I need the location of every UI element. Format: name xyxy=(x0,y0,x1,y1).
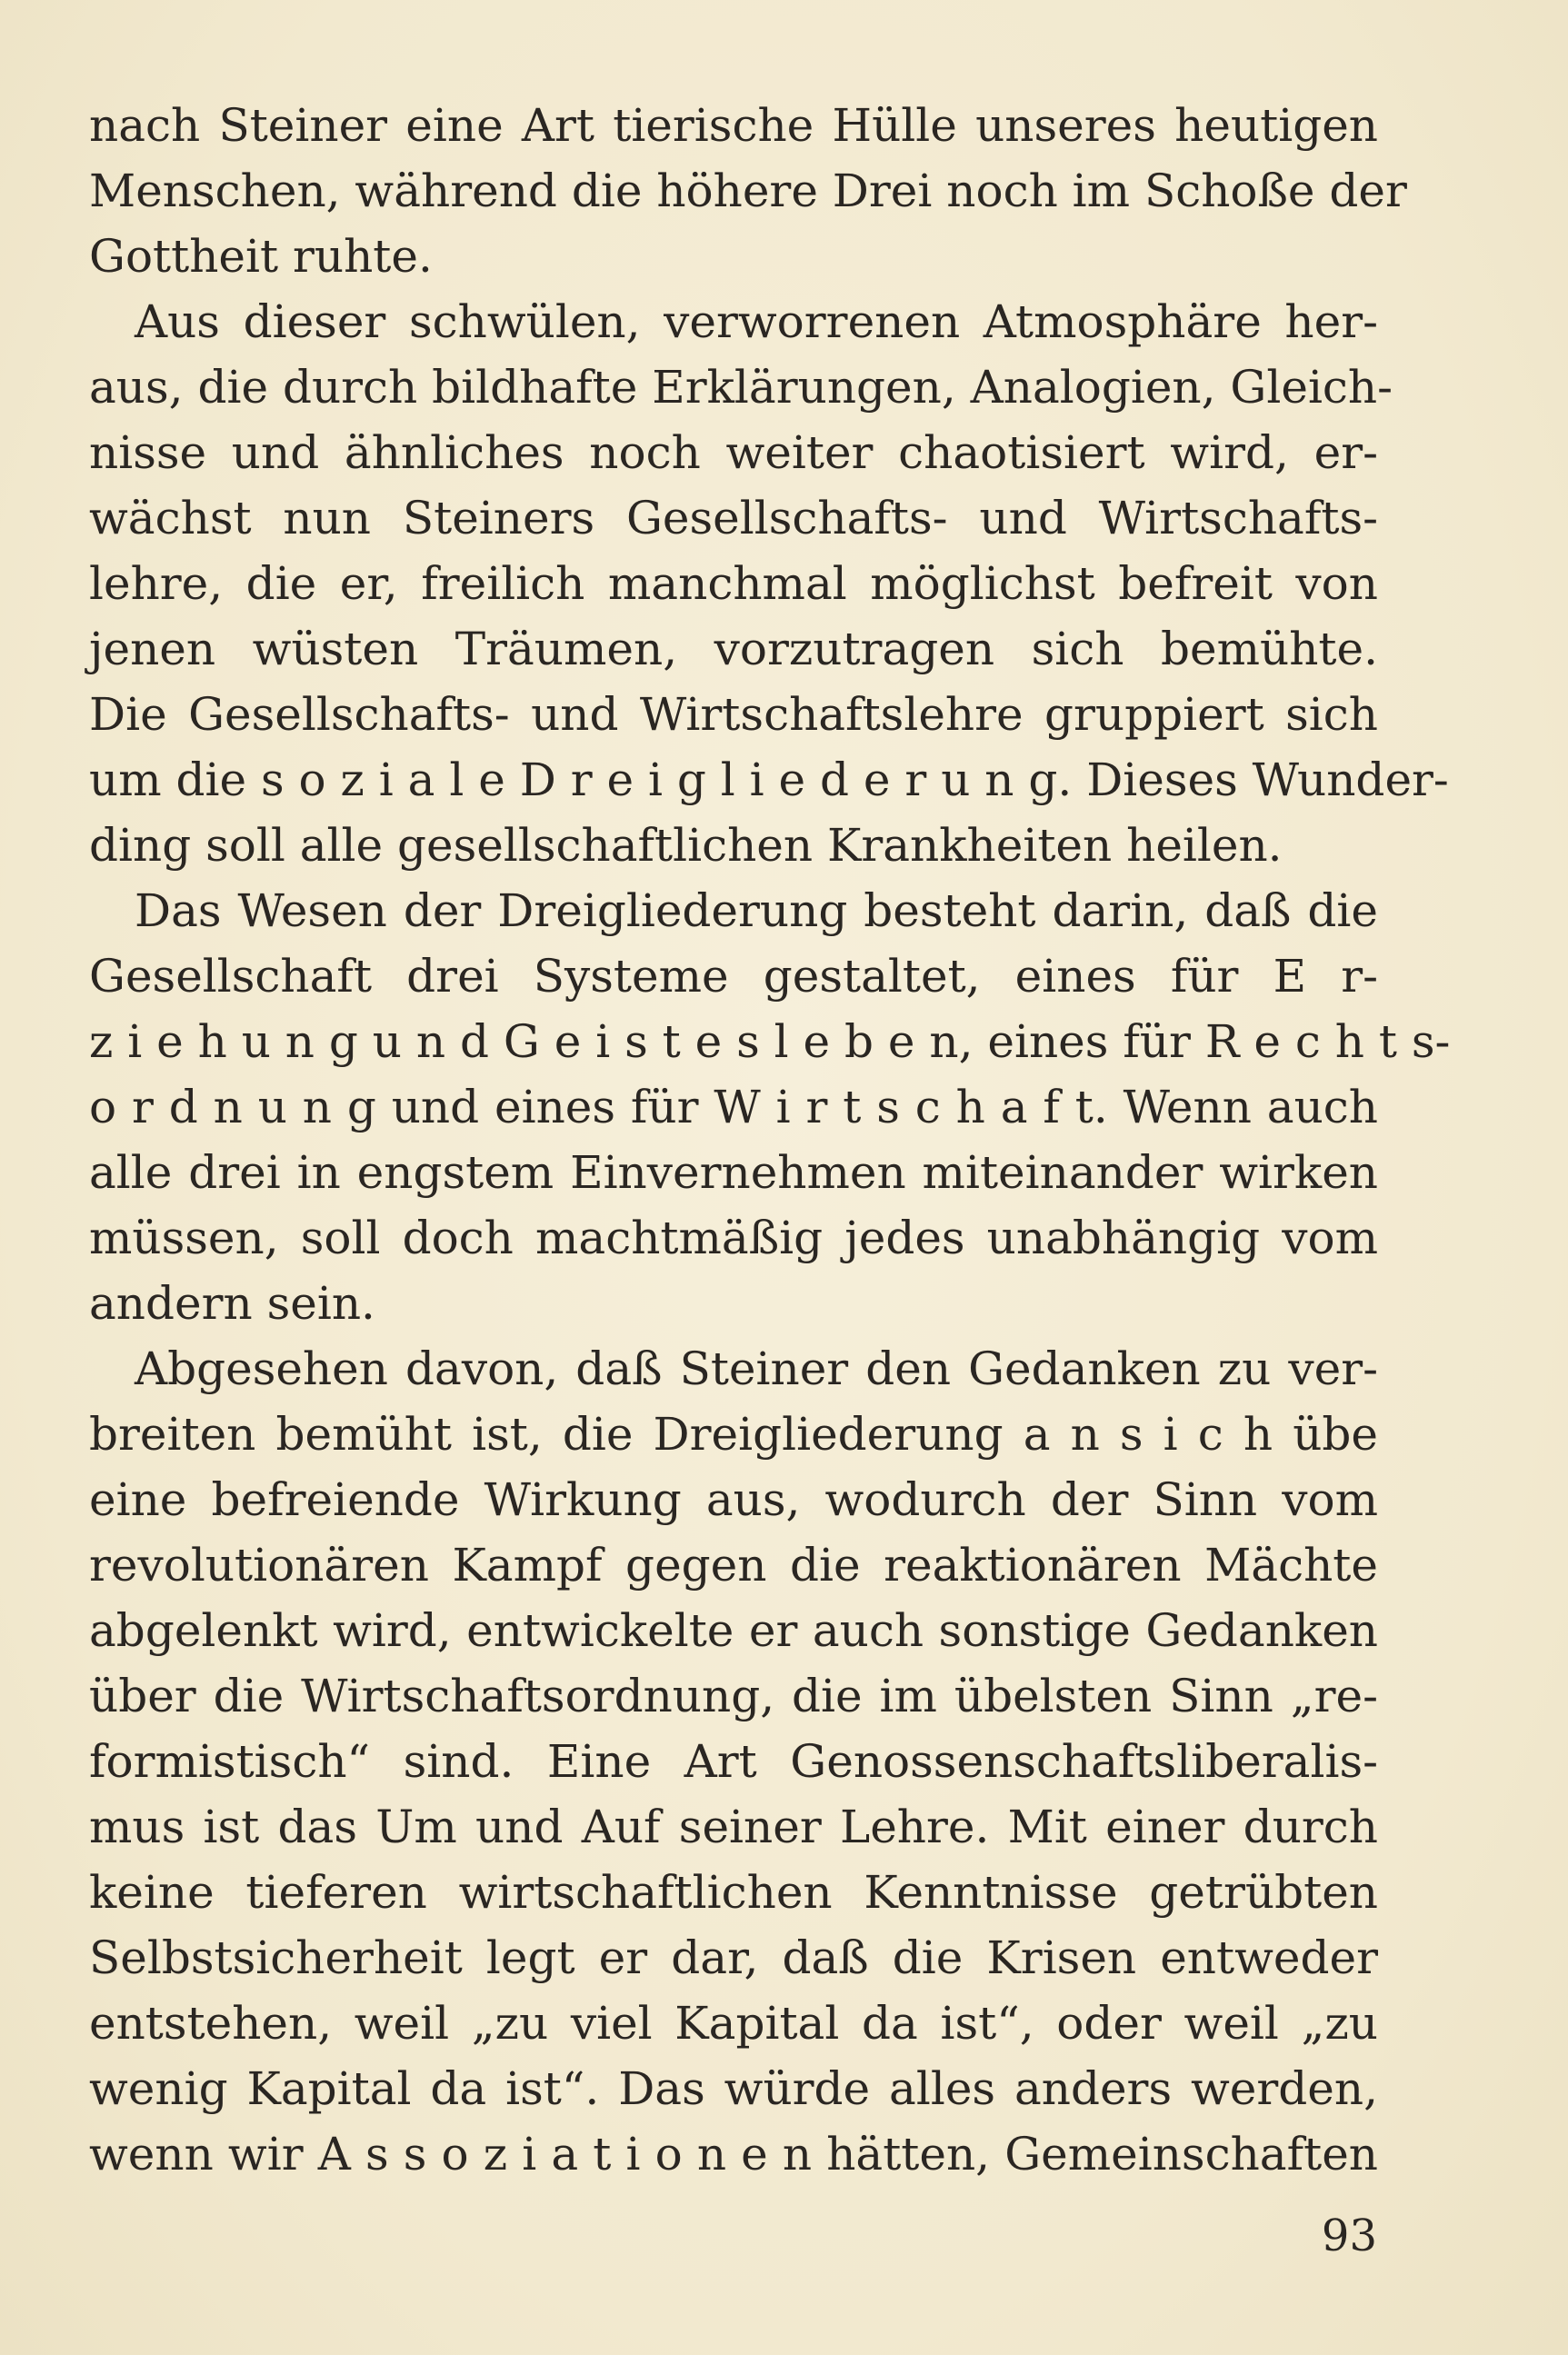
text-line: abgelenkt wird, entwickelte er auch sonstige Gedanken xyxy=(89,1604,1378,1657)
text-line: nisse und ähnliches noch weiter chaotisiert wird, er- xyxy=(89,426,1378,479)
text-line: über die Wirtschaftsordnung, die im übelsten Sinn „re- xyxy=(89,1670,1378,1722)
text-line: um die s o z i a l e D r e i g l i e d e r u n g. Dieses Wunder- xyxy=(89,753,1449,806)
text-line: Gesellschaft drei Systeme gestaltet, eines für E r- xyxy=(89,950,1378,1003)
text-line: aus, die durch bildhafte Erklärungen, Analogien, Gleich- xyxy=(89,361,1393,414)
body-text xyxy=(89,93,1451,2187)
text-line: eine befreiende Wirkung aus, wodurch der Sinn vom xyxy=(89,1473,1378,1526)
text-line: breiten bemüht ist, die Dreigliederung a n s i c h übe xyxy=(89,1408,1378,1461)
text-line: jenen wüsten Träumen, vorzutragen sich bemühte. xyxy=(89,623,1378,675)
text-line: wenn wir A s s o z i a t i o n e n hätten, Gemeinschaften xyxy=(89,2128,1378,2180)
text-line: entstehen, weil „zu viel Kapital da ist“, oder weil „zu xyxy=(89,1997,1378,2050)
text-line: revolutionären Kampf gegen die reaktionären Mächte xyxy=(89,1539,1378,1592)
text-line: Menschen, während die höhere Drei noch im Schoße der xyxy=(89,165,1407,217)
page-number: 93 xyxy=(1321,2210,1377,2261)
text-line: andern sein. xyxy=(89,1277,375,1330)
text-line: lehre, die er, freilich manchmal möglichst befreit von xyxy=(89,557,1378,610)
text-line: z i e h u n g u n d G e i s t e s l e b e n, eines für R e c h t s- xyxy=(89,1015,1451,1068)
text-line: wenig Kapital da ist“. Das würde alles anders werden, xyxy=(89,2062,1378,2115)
text-line: formistisch“ sind. Eine Art Genossenschaftsliberalis- xyxy=(89,1735,1378,1788)
text-line: alle drei in engstem Einvernehmen miteinander wirken xyxy=(89,1146,1378,1199)
text-line: ding soll alle gesellschaftlichen Krankheiten heilen. xyxy=(89,819,1283,872)
text-line: keine tieferen wirtschaftlichen Kenntnisse getrübten xyxy=(89,1866,1378,1919)
text-line: Aus dieser schwülen, verworrenen Atmosphäre her- xyxy=(135,295,1378,348)
text-line: wächst nun Steiners Gesellschafts- und Wirtschafts- xyxy=(89,492,1378,544)
text-line: Gottheit ruhte. xyxy=(89,230,433,283)
text-line: Die Gesellschafts- und Wirtschaftslehre gruppiert sich xyxy=(89,688,1378,741)
text-line: Das Wesen der Dreigliederung besteht darin, daß die xyxy=(135,884,1378,937)
text-line: müssen, soll doch machtmäßig jedes unabhängig vom xyxy=(89,1212,1378,1264)
text-line: o r d n u n g und eines für W i r t s c h a f t. Wenn auch xyxy=(89,1081,1378,1133)
text-line: Abgesehen davon, daß Steiner den Gedanken zu ver- xyxy=(135,1342,1378,1395)
text-line: nach Steiner eine Art tierische Hülle unseres heutigen xyxy=(89,99,1378,152)
text-line: mus ist das Um und Auf seiner Lehre. Mit einer durch xyxy=(89,1801,1378,1853)
text-line: Selbstsicherheit legt er dar, daß die Krisen entweder xyxy=(89,1931,1378,1984)
